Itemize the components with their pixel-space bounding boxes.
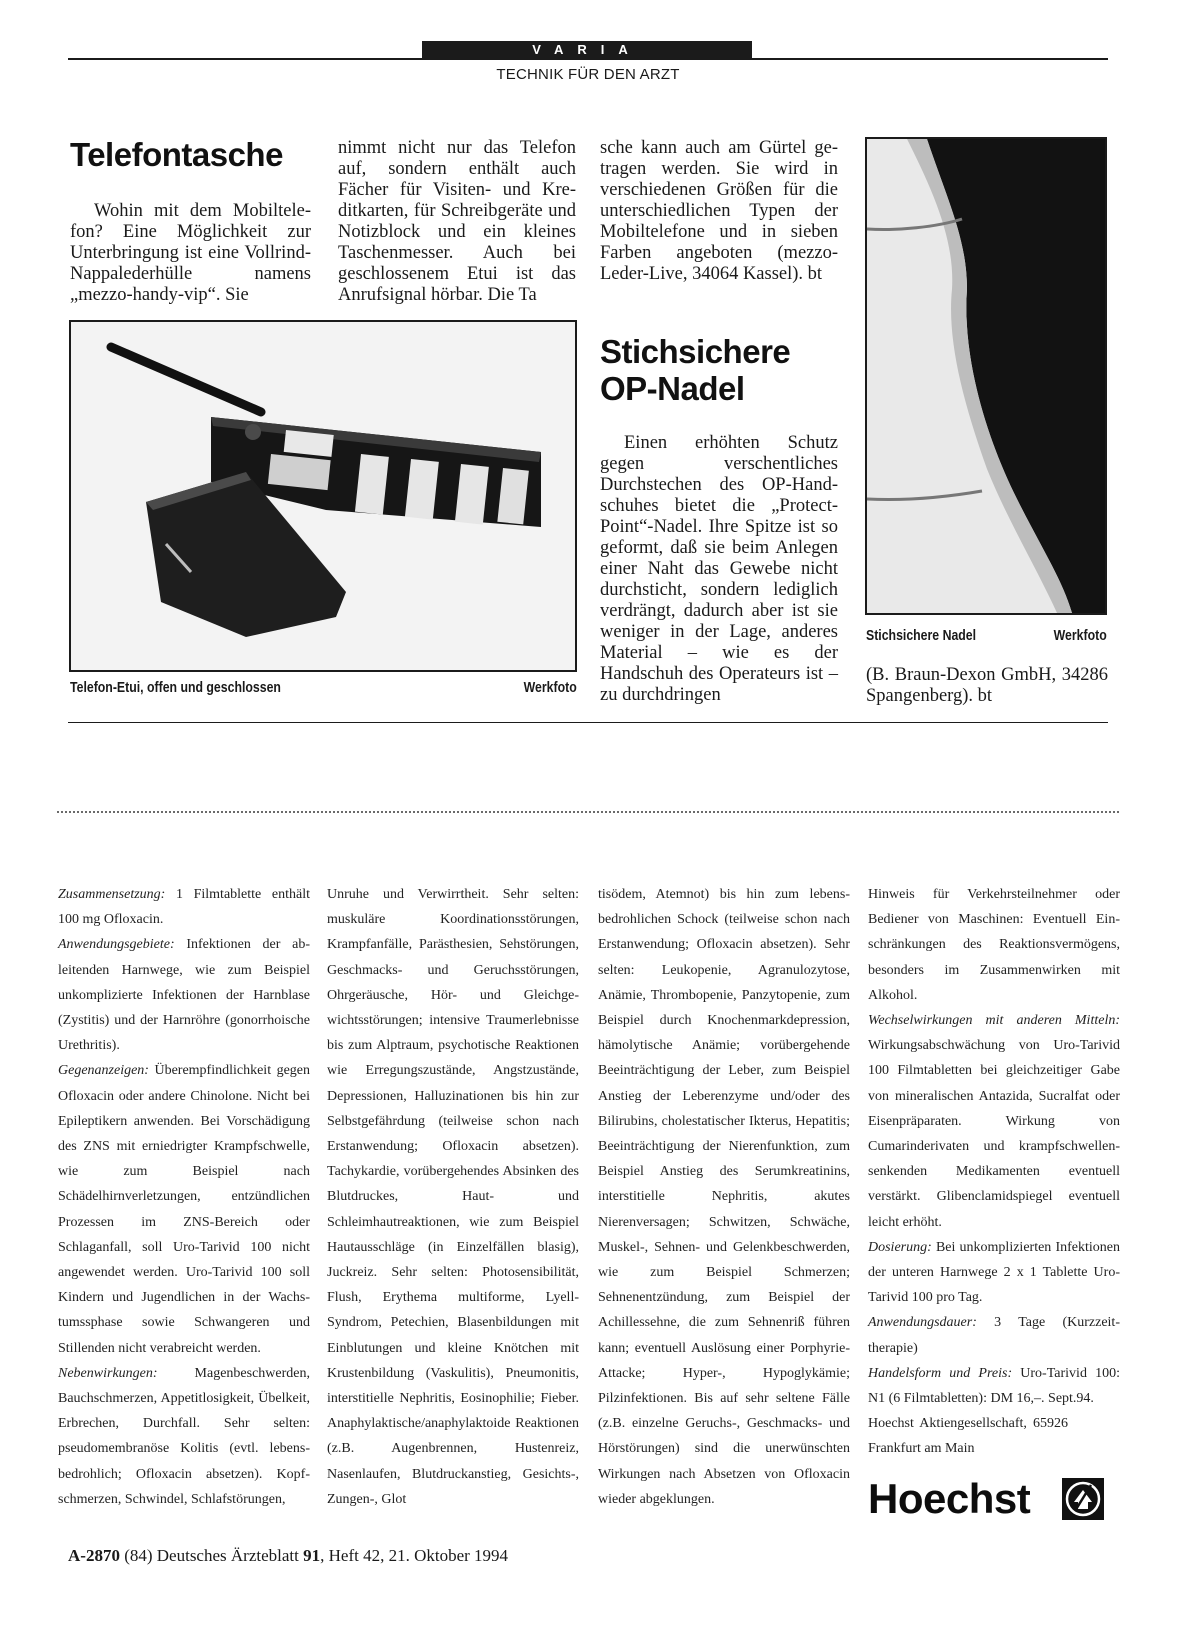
- hoechst-logo-icon: [1062, 1478, 1104, 1520]
- article2-headline-line1: Stichsichere: [600, 333, 791, 370]
- phone-case-illustration: [71, 322, 575, 670]
- article2-headline-line2: OP-Nadel: [600, 370, 745, 407]
- article2-body-text: Einen erhöhten Schutz gegen verschentliches Durchstechen des OP-Handschuhes bietet die „Protect-Point“-Nadel. Ihre Spitze ist so geformt, daß sie beim Anlegen einer Naht das Gewebe nicht durchsticht, sondern lediglich verdrängt, dadurch aber ist sie weniger in der Lage, anderes Material – wie es der Handschuh des Operateurs ist – zu durchdringen: [600, 433, 838, 705]
- phone-photo-credit: Werkfoto: [523, 679, 577, 696]
- article1-col1-text: Wohin mit dem Mobiltelefon? Eine Möglichkeit zur Unterbringung ist eine Vollrind-Nappalederhülle namens „mezzo-handy-vip“. Sie: [70, 201, 311, 305]
- section-label: VARIA: [422, 41, 752, 59]
- ad-column-3: [598, 882, 850, 1512]
- ad-paragraph: [868, 1361, 1120, 1411]
- needle-photo: [865, 137, 1107, 615]
- article1-col1: [70, 201, 311, 306]
- ad-text: 1 Filmtablette enthält 100 mg Ofloxacin.: [58, 887, 310, 928]
- ad-column-2: [327, 882, 579, 1512]
- article1-col2-text: nimmt nicht nur das Telefon auf, sondern enthält auch Fächer für Visiten- und Kreditkarten, für Schreibgeräte und Notizblock und ein kleines Taschenmesser. Auch bei geschlossenem Etui ist das Anrufsignal hörbar. Die Ta: [338, 138, 576, 305]
- ad-text: Hinweis für Verkehrsteilnehmer oder Bediener von Maschinen: Eventuell Einschränkungen des Reaktionsvermögens, besonders im Zusammenwirken mit Alkohol.: [868, 887, 1120, 1003]
- publication-issue: , Heft 42, 21. Oktober 1994: [320, 1546, 509, 1565]
- ad-label: Anwendungsdauer:: [868, 1315, 977, 1331]
- ad-paragraph: [868, 1310, 1120, 1360]
- publication-prefix: (84) Deutsches Ärzteblatt: [119, 1546, 304, 1565]
- article1-headline: Telefontasche: [70, 136, 283, 173]
- hoechst-wordmark: Hoechst: [868, 1475, 1031, 1522]
- article2-body: [600, 433, 838, 706]
- needle-illustration: [867, 139, 1105, 613]
- ad-text: Uro-Tarivid 100: N1 (6 Filmtabletten): DM 16,–. Sept.94.: [868, 1365, 1120, 1407]
- page-footer: [68, 1546, 508, 1566]
- rubric-title: TECHNIK FÜR DEN ARZT: [496, 66, 680, 83]
- article-bottom-rule: [68, 722, 1108, 723]
- ad-label: Nebenwirkungen:: [58, 1365, 158, 1381]
- volume-number: 91: [303, 1546, 321, 1565]
- ad-label: Zusammensetzung:: [58, 887, 166, 902]
- ad-paragraph: [58, 882, 310, 932]
- ad-column-1: [58, 882, 310, 1512]
- ad-paragraph: [868, 1411, 1068, 1461]
- article2-continuation: [866, 665, 1108, 707]
- needle-photo-caption: Stichsichere Nadel: [866, 627, 977, 644]
- ad-paragraph: [868, 1008, 1120, 1235]
- ad-text: Magenbeschwerden, Bauchschmerzen, Appetitlosigkeit, Übelkeit, Erbrechen, Durchfall. Sehr selten: pseudomembranöse Kolitis (evtl. lebensbedrohlich; Ofloxacin absetzen). Kopfschmerzen, Schwindel, Schlafstörungen,: [58, 1365, 310, 1507]
- ad-col2-text: Unruhe und Verwirrtheit. Sehr selten: muskuläre Koordinationsstörungen, Krampfanfälle, Parästhesien, Sehstörungen, Geschmacks- und Geruchsstörungen, Ohrgeräusche, Hör- und Gleichgewichtsstörungen; intensive Traumerlebnisse bis zum Alptraum, psychotische Reaktionen wie Erregungszustände, Angstzustände, Depressionen, Halluzinationen bis hin zur Selbstgefährdung (teilweise schon nach Erstanwendung; Ofloxacin absetzen). Tachykardie, vorübergehendes Absinken des Blutdruckes, Haut- und Schleimhautreaktionen, wie zum Beispiel Hautausschläge (in Einzelfällen blasig), Juckreiz. Sehr selten: Photosensibilität, Flush, Erythema multiforme, Lyell-Syndrom, Petechien, Blasenbildungen mit Einblutungen und kleine Knötchen mit Krustenbildung (Vaskulitis), Pneumonitis, interstitielle Nephritis, Eosinophilie; Fieber. Anaphylaktische/anaphylaktoide Reaktionen (z.B. Augenbrennen, Hustenreiz, Nasenlaufen, Blutdruckanstieg, Gesichts-, Zungen-, Glot: [327, 887, 579, 1507]
- ad-label: Dosierung:: [868, 1239, 932, 1255]
- ad-label: Gegenanzeigen:: [58, 1063, 149, 1079]
- ad-paragraph: [868, 882, 1120, 1008]
- article1-col2: [338, 138, 576, 306]
- ad-paragraph: [58, 1058, 310, 1360]
- ad-label: Wechselwirkungen mit anderen Mitteln:: [868, 1013, 1120, 1029]
- ad-paragraph: [58, 932, 310, 1058]
- phone-case-photo: [69, 320, 577, 672]
- ad-text: Infektionen der ableitenden Harnwege, wie zum Beispiel unkomplizierte Infektionen der Harnblase (Zystitis) und der Harnröhre (gonorrhoische Urethritis).: [58, 937, 310, 1054]
- article1-col3: [600, 138, 838, 285]
- article1-col3-text: sche kann auch am Gürtel getragen werden. Sie wird in verschiedenen Größen für die unterschiedlichen Typen der Mobiltelefone und in sieben Farben angeboten (mezzo-Leder-Live, 34064 Kassel). bt: [600, 138, 838, 284]
- ad-column-4: [868, 882, 1120, 1462]
- ad-label: Handelsform und Preis:: [868, 1365, 1013, 1381]
- page-number: A-2870: [68, 1546, 120, 1565]
- phone-photo-caption: Telefon-Etui, offen und geschlossen: [70, 679, 281, 696]
- hoechst-tower-icon: [1062, 1478, 1104, 1520]
- ad-text: Bei unkomplizierten Infektionen der unteren Harnwege 2 x 1 Tablette Uro-Tarivid 100 pro Tag.: [868, 1239, 1120, 1306]
- ad-col3-text: tisödem, Atemnot) bis hin zum lebensbedrohlichen Schock (teilweise schon nach Erstanwendung; Ofloxacin absetzen). Sehr selten: Leukopenie, Agranulozytose, Anämie, Thrombopenie, Panzytopenie, zum Beispiel durch Knochenmarkdepression, hämolytische Anämie; vorübergehende Beeinträchtigung der Leber, zum Beispiel Anstieg der Leberenzyme und/oder des Bilirubins, cholestatischer Ikterus, Hepatitis; Beeinträchtigung der Nierenfunktion, zum Beispiel Anstieg des Serumkreatinins, interstitielle Nephritis, akutes Nierenversagen; Schwitzen, Schwäche, Muskel-, Sehnen- und Gelenkbeschwerden, wie zum Beispiel Schmerzen; Sehnenentzündung, zum Beispiel der Achillessehne, die zum Sehnenriß führen kann; eventuell Auslösung einer Porphyrie-Attacke; Hyper-, Hypoglykämie; Pilzinfektionen. Bis auf sehr seltene Fälle (z.B. einzelne Geruchs-, Geschmacks- und Hörstörungen) sind die unerwünschten Wirkungen nach Absetzen von Ofloxacin wieder abgeklungen.: [598, 887, 850, 1507]
- ad-paragraph: [868, 1235, 1120, 1311]
- ad-text: Hoechst Aktiengesellschaft, 65926 Frankfurt am Main: [868, 1416, 1068, 1457]
- article2-continuation-text: (B. Braun-Dexon GmbH, 34286 Spangenberg). bt: [866, 665, 1108, 706]
- ad-paragraph: [58, 1361, 310, 1512]
- ad-text: Überempfindlichkeit gegen Ofloxacin oder andere Chinolone. Nicht bei Epileptikern anwenden. Bei Vorschädigung des ZNS mit erniedrigter Krampfschwelle, wie zum Beispiel nach Schädelhirnverletzungen, entzündlichen Prozessen im ZNS-Bereich oder Schlaganfall, soll Uro-Tarivid 100 nicht angewendet werden. Uro-Tarivid 100 soll Kindern und Jugendlichen in der Wachstumssphase sowie Schwangeren und Stillenden nicht verabreicht werden.: [58, 1063, 310, 1356]
- ad-text: 3 Tage (Kurzzeittherapie): [868, 1315, 1120, 1356]
- ad-label: Anwendungsgebiete:: [58, 937, 175, 953]
- ad-separator: [57, 811, 1119, 813]
- needle-photo-credit: Werkfoto: [1053, 627, 1107, 644]
- ad-text: Wirkungsabschwächung von Uro-Tarivid 100 Filmtabletten bei gleichzeitiger Gabe von mineralischen Antazida, Sucralfat oder Eisenpräparaten. Wirkung von Cumarinderivaten und krampfschwellensenkenden Medikamenten eventuell verstärkt. Glibenclamidspiegel eventuell leicht erhöht.: [868, 1038, 1120, 1230]
- header-rule: [68, 58, 1108, 60]
